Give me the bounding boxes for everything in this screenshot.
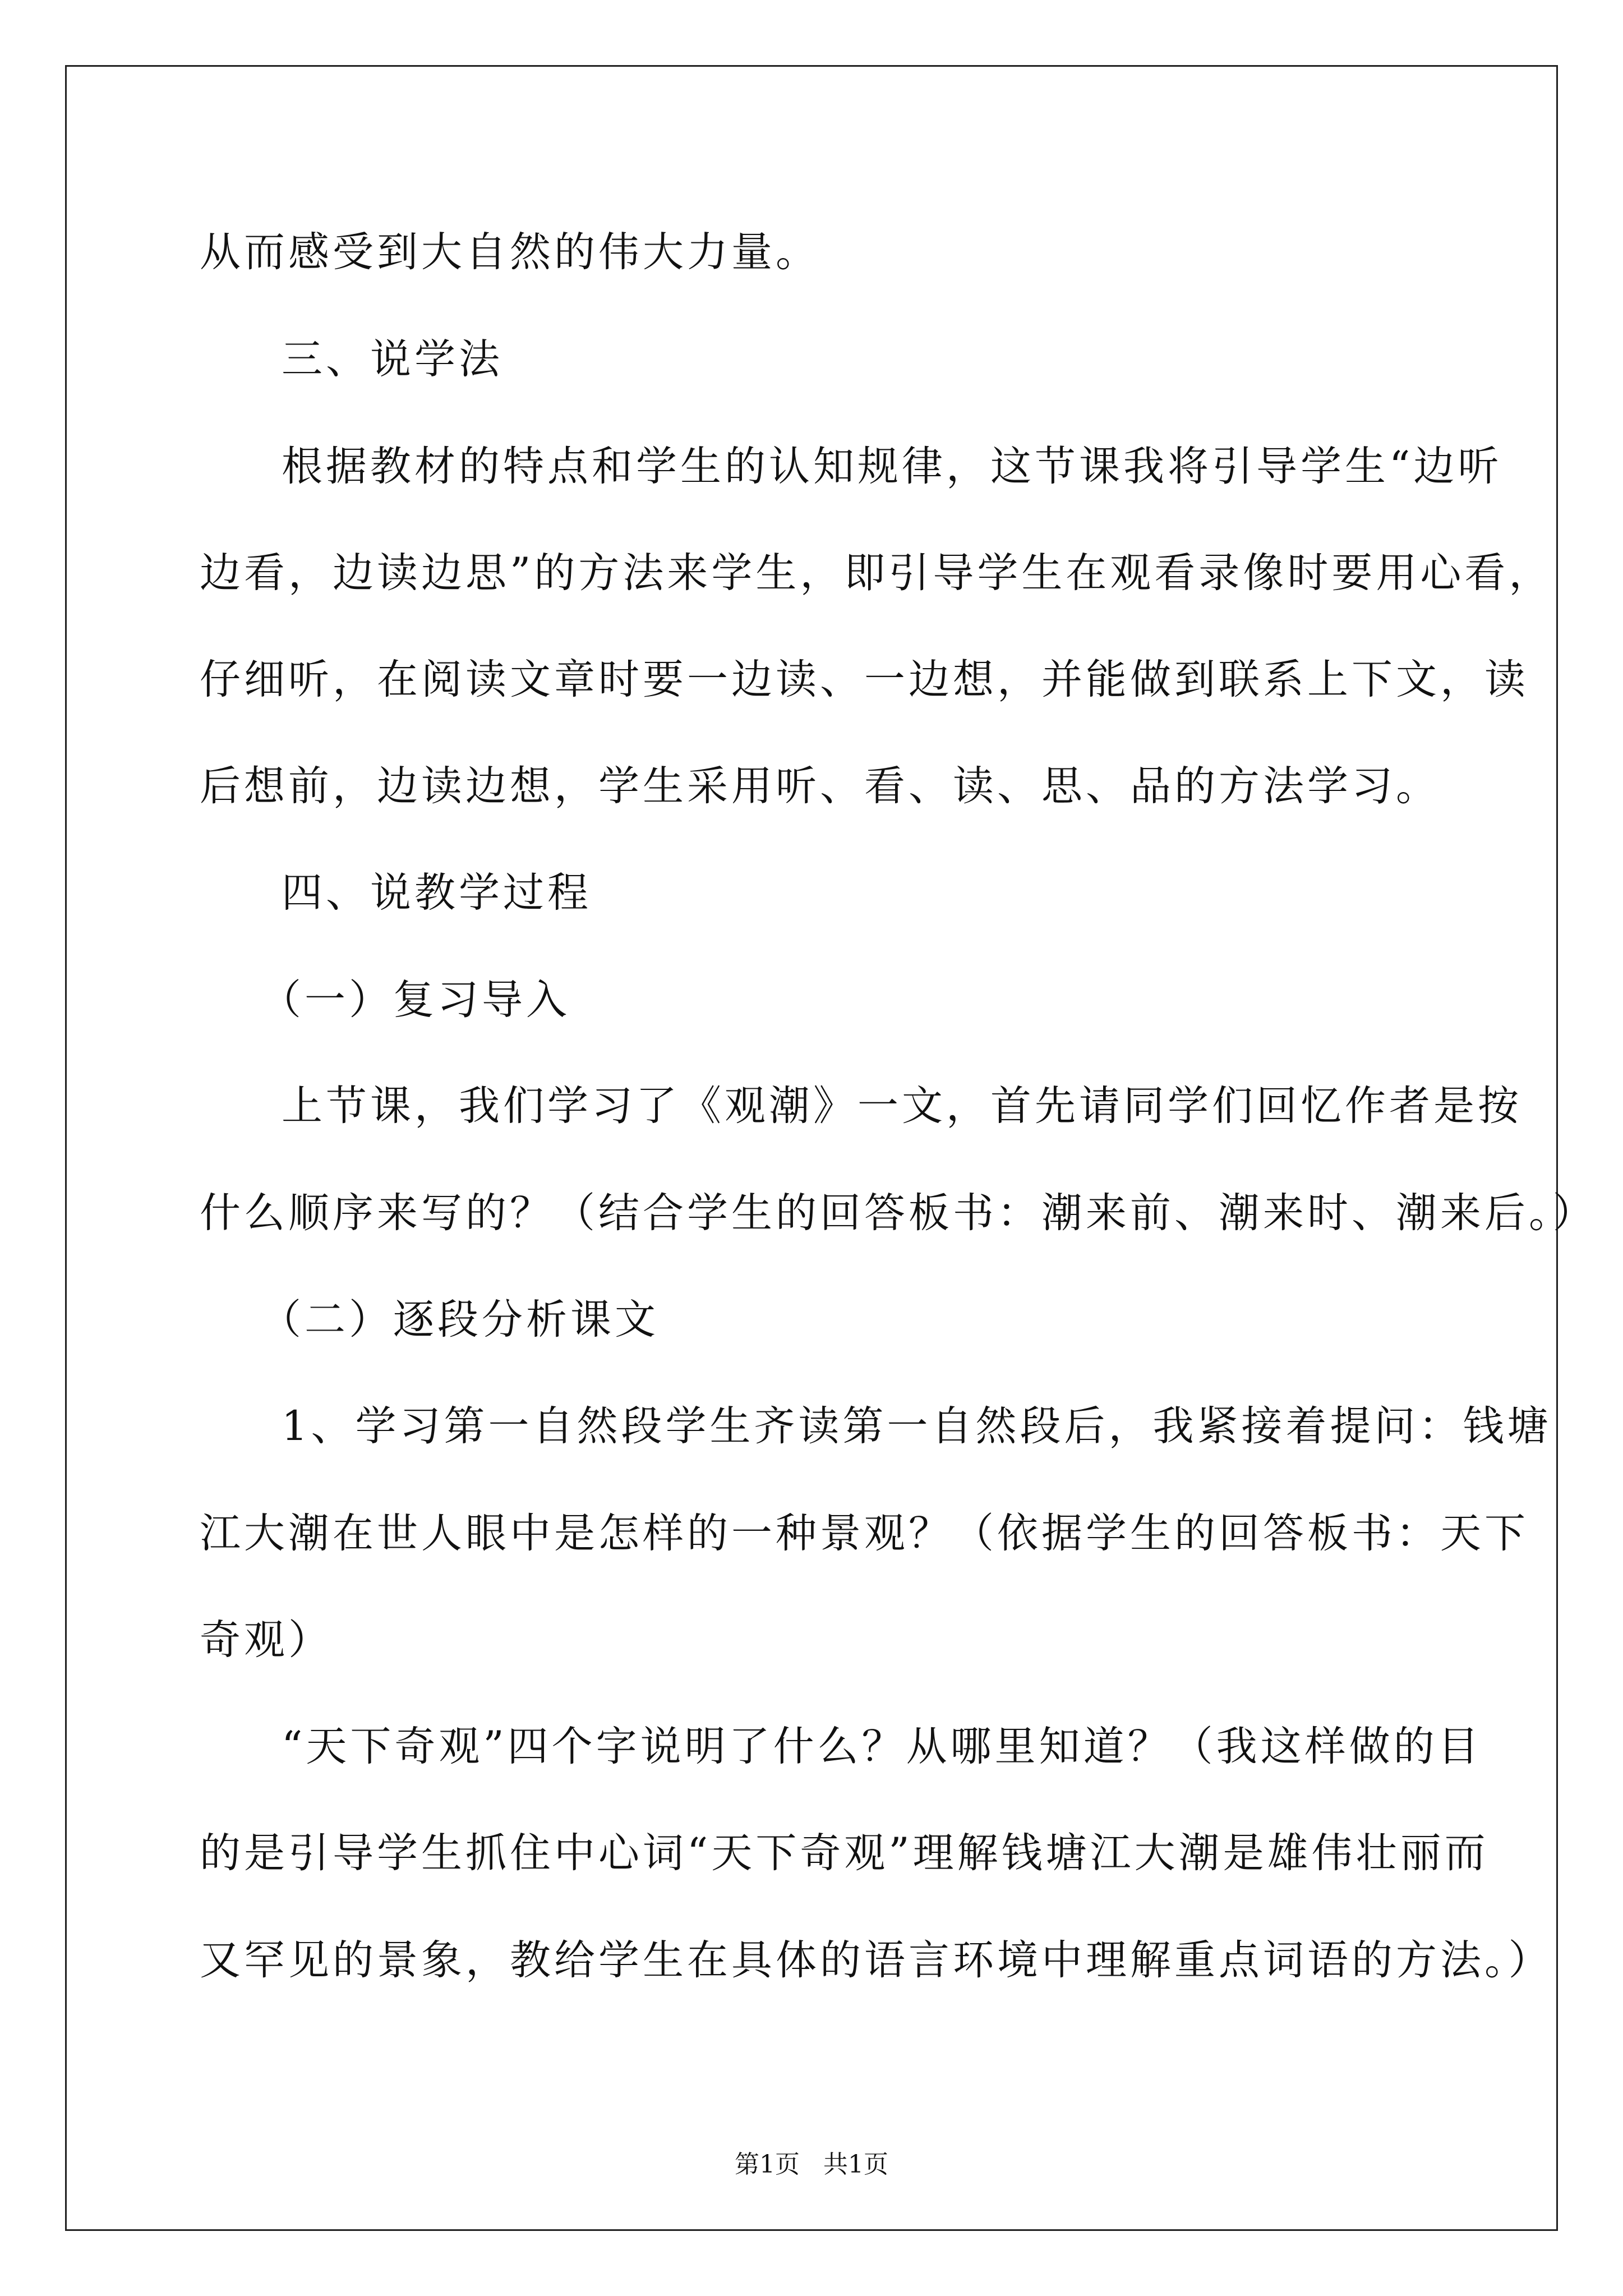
page-border bbox=[65, 65, 1558, 2231]
text-line: 江大潮在世人眼中是怎样的一种景观？（依据学生的回答板书：天下 bbox=[200, 1510, 1529, 1557]
text-line: 后想前，边读边想，学生采用听、看、读、思、品的方法学习。 bbox=[200, 762, 1440, 810]
subsection-heading: （二）逐段分析课文 bbox=[260, 1296, 659, 1343]
subsection-heading: （一）复习导入 bbox=[260, 976, 570, 1024]
text-line: 又罕见的景象，教给学生在具体的语言环境中理解重点词语的方法。） bbox=[200, 1936, 1553, 1984]
text-line: 根据教材的特点和学生的认知规律，这节课我将引导学生“边听 bbox=[282, 443, 1502, 490]
text-line: 1、学习第一自然段学生齐读第一自然段后，我紧接着提问：钱塘 bbox=[282, 1402, 1552, 1450]
text-line: 上节课，我们学习了《观潮》一文，首先请同学们回忆作者是按 bbox=[282, 1082, 1522, 1130]
text-line: “天下奇观”四个字说明了什么？从哪里知道？（我这样做的目 bbox=[282, 1723, 1482, 1770]
text-line: 奇观） bbox=[200, 1616, 333, 1664]
text-line: 的是引导学生抓住中心词“天下奇观”理解钱塘江大潮是雄伟壮丽而 bbox=[200, 1829, 1489, 1877]
text-line: 边看，边读边思”的方法来学生，即引导学生在观看录像时要用心看， bbox=[200, 549, 1553, 597]
text-line: 什么顺序来写的？（结合学生的回答板书：潮来前、潮来时、潮来后。） bbox=[200, 1189, 1597, 1237]
section-heading: 三、说学法 bbox=[282, 335, 503, 383]
text-line: 仔细听，在阅读文章时要一边读、一边想，并能做到联系上下文，读 bbox=[200, 656, 1529, 703]
page-number: 第1页 共1页 bbox=[735, 2150, 888, 2179]
section-heading: 四、说教学过程 bbox=[282, 869, 592, 917]
text-line: 从而感受到大自然的伟大力量。 bbox=[200, 228, 820, 276]
